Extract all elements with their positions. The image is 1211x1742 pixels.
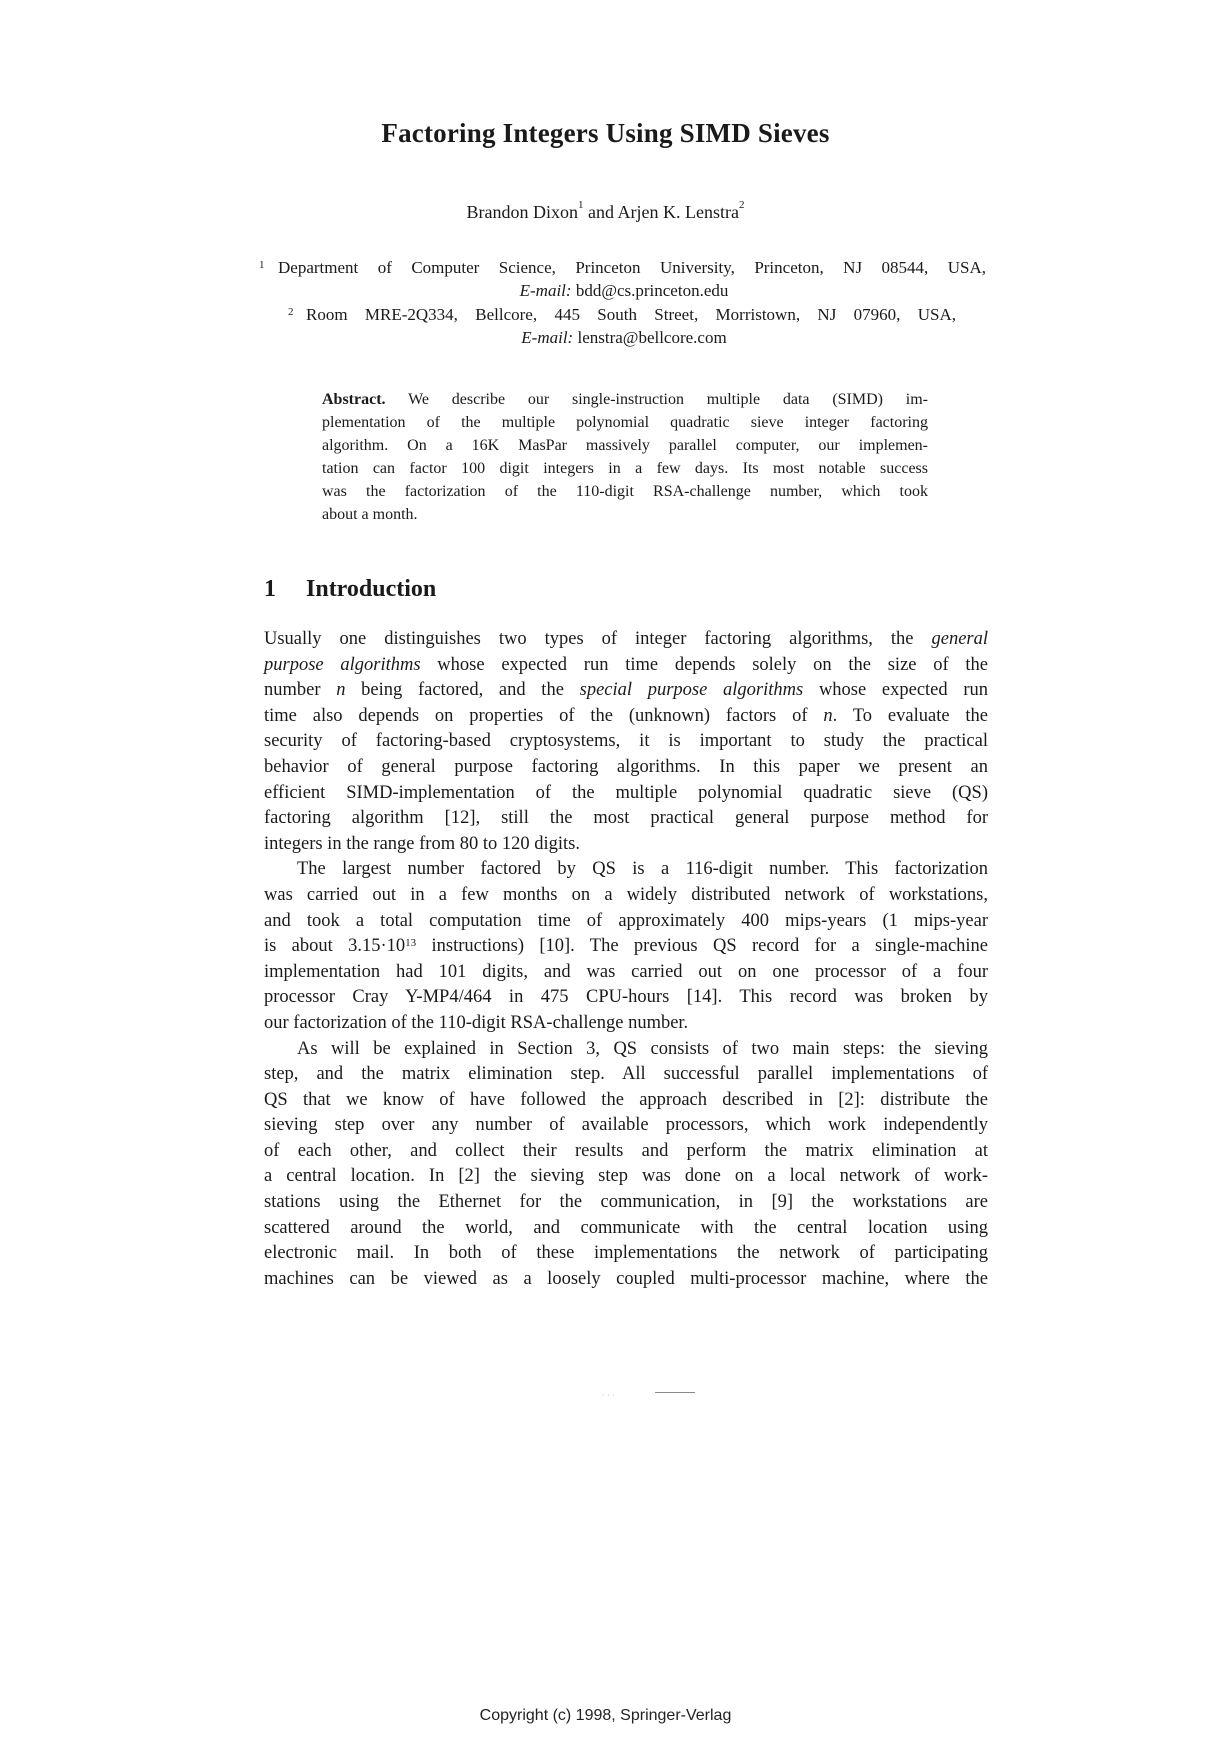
affiliation-mark: 2: [288, 306, 294, 318]
abstract-line: algorithm. On a 16K MasPar massively parallel computer, our implemen-: [322, 437, 928, 454]
text-line: scattered around the world, and communicate with the central location using: [264, 1217, 988, 1238]
text-line: number n being factored, and the special purpose algorithms whose expected run: [264, 680, 989, 701]
text-line: stations using the Ethernet for the communication, in [9] the workstations are: [264, 1192, 988, 1213]
text-line: Usually one distinguishes two types of integer factoring algorithms, the general: [264, 629, 989, 649]
text-line: machines can be viewed as a loosely coupled multi-processor machine, where the: [264, 1268, 988, 1289]
section-number: 1: [264, 576, 276, 602]
author-conjunction: and: [588, 202, 614, 222]
abstract-line: tation can factor 100 digit integers in a few days. Its most notable success: [322, 460, 928, 477]
abstract-line: was the factorization of the 110-digit RSA-challenge number, which took: [322, 483, 928, 500]
copyright-notice: Copyright (c) 1998, Springer-Verlag: [479, 1707, 732, 1724]
email-address: lenstra@bellcore.com: [577, 328, 727, 347]
text-line: purpose algorithms whose expected run time depends solely on the size of the: [264, 654, 989, 675]
text-line: was carried out in a few months on a widely distributed network of workstations,: [264, 884, 988, 905]
author-line: [0, 199, 1211, 223]
text-line: time also depends on properties of the (unknown) factors of n. To evaluate the: [264, 705, 989, 726]
abstract-label: Abstract.: [322, 391, 386, 408]
text-line: behavior of general purpose factoring algorithms. In this paper we present an: [264, 756, 988, 777]
text-line: a central location. In [2] the sieving step was done on a local network of work-: [264, 1166, 988, 1187]
text-line: our factorization of the 110-digit RSA-challenge number.: [264, 1012, 689, 1033]
abstract: [322, 388, 928, 526]
section-heading: [264, 576, 436, 603]
affiliation-mark: 1: [259, 259, 265, 271]
abstract-line: plementation of the multiple polynomial quadratic sieve integer factoring: [322, 414, 928, 431]
text-line: and took a total computation time of approximately 400 mips-years (1 mips-year: [264, 910, 988, 931]
text-line: of each other, and collect their results and perform the matrix elimination at: [264, 1140, 988, 1161]
affiliation-address: Room MRE-2Q334, Bellcore, 445 South Street, Morristown, NJ 07960, USA,: [306, 305, 956, 324]
email-address: bdd@cs.princeton.edu: [575, 281, 729, 300]
abstract-line: about a month.: [322, 506, 418, 523]
text-line: factoring algorithm [12], still the most practical general purpose method for: [264, 808, 988, 829]
text-line: QS that we know of have followed the approach described in [2]: distribute the: [264, 1089, 988, 1110]
text-line: The largest number factored by QS is a 116-digit number. This factorization: [297, 859, 988, 880]
email-label: E-mail:: [519, 281, 572, 300]
text-line: step, and the matrix elimination step. All successful parallel implementations of: [264, 1064, 988, 1085]
text-line: electronic mail. In both of these implementations the network of participating: [264, 1243, 988, 1264]
affiliation-email-line: [262, 279, 986, 302]
text-line: efficient SIMD-implementation of the multiple polynomial quadratic sieve (QS): [264, 782, 988, 803]
body-text: [264, 627, 988, 1292]
affiliation-email-line: [262, 326, 986, 349]
text-line: As will be explained in Section 3, QS consists of two main steps: the sieving: [297, 1038, 988, 1059]
text-line: integers in the range from 80 to 120 digits.: [264, 833, 580, 854]
footnote-rule-dots: · · ·: [602, 1391, 615, 1400]
text-line: sieving step over any number of available processors, which work independently: [264, 1115, 988, 1136]
abstract-line: Abstract. We describe our single-instruction multiple data (SIMD) im-: [322, 391, 928, 408]
paper-title: Factoring Integers Using SIMD Sieves: [381, 118, 830, 148]
affiliation-address: Department of Computer Science, Princeton University, Princeton, NJ 08544, USA,: [278, 258, 986, 277]
author-name: Arjen K. Lenstra: [617, 202, 739, 222]
author-affil-mark: 2: [738, 199, 745, 211]
author-name: Brandon Dixon: [466, 202, 578, 222]
footnote-rule: [655, 1392, 695, 1393]
email-label: E-mail:: [521, 328, 574, 347]
text-line: processor Cray Y-MP4/464 in 475 CPU-hours [14]. This record was broken by: [264, 987, 988, 1008]
exponent: 13: [405, 937, 417, 950]
section-title: Introduction: [306, 576, 437, 602]
text-line: security of factoring-based cryptosystems, it is important to study the practical: [264, 731, 988, 752]
text-line: implementation had 101 digits, and was carried out on one processor of a four: [264, 961, 988, 982]
author-affil-mark: 1: [578, 199, 584, 211]
affiliation-2: [262, 303, 986, 349]
text-line: is about $3.15\cdot 10^{13}$ instructions) [10]. The previous QS record for a single-machine: [264, 936, 989, 957]
affiliation-1: [259, 256, 986, 302]
